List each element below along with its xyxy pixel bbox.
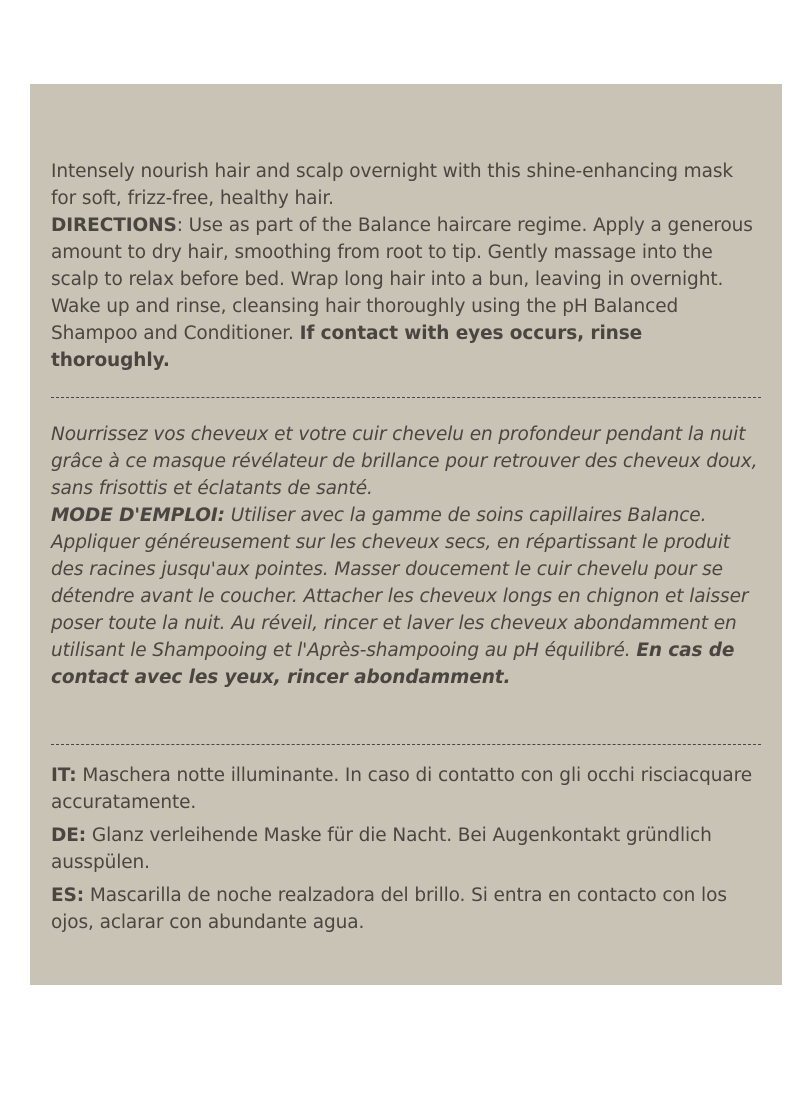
multilingual-section (51, 762, 761, 942)
english-section (51, 158, 761, 374)
french-paragraph (51, 421, 761, 691)
english-warning: If contact with eyes occurs, rinse thoroughly. (51, 323, 643, 371)
french-directions-text: Utiliser avec la gamme de soins capillaires Balance. Appliquer généreusement sur les cheveux secs, en répartissant le produit des racines jusqu'aux pointes. Masser doucement le cuir chevelu pour se détendre avant le coucher. Attacher les cheveux longs en chignon et laisser poser toute la nuit. Au réveil, rincer et laver les cheveux abondamment en utilisant le Shampooing et l'Après-shampooing au pH équilibré. (51, 505, 749, 661)
spanish-entry (51, 882, 761, 936)
italian-text: Maschera notte illuminante. In caso di contatto con gli occhi risciacquare accuratamente. (51, 765, 752, 813)
english-directions-label: DIRECTIONS (51, 215, 177, 236)
english-paragraph (51, 158, 761, 374)
english-intro: Intensely nourish hair and scalp overnight with this shine-enhancing mask for soft, frizz-free, healthy hair. (51, 161, 733, 209)
language-code-it: IT: (51, 765, 77, 786)
french-directions-label: MODE D'EMPLOI: (51, 505, 225, 526)
german-text: Glanz verleihende Maske für die Nacht. Bei Augenkontakt gründlich ausspülen. (51, 825, 712, 873)
language-code-de: DE: (51, 825, 87, 846)
english-directions-separator: : (176, 215, 189, 236)
language-code-es: ES: (51, 885, 85, 906)
product-label-panel (30, 84, 782, 985)
french-warning: En cas de contact avec les yeux, rincer abondamment. (51, 640, 735, 688)
french-section (51, 421, 761, 691)
german-entry (51, 822, 761, 876)
italian-entry (51, 762, 761, 816)
spanish-text: Mascarilla de noche realzadora del brillo. Si entra en contacto con los ojos, aclarar con abundante agua. (51, 885, 727, 933)
dashed-divider (51, 397, 761, 398)
dashed-divider (51, 744, 761, 745)
french-intro: Nourrissez vos cheveux et votre cuir chevelu en profondeur pendant la nuit grâce à ce masque révélateur de brillance pour retrouver des cheveux doux, sans frisottis et éclatants de santé. (51, 424, 758, 499)
english-directions-text: Use as part of the Balance haircare regime. Apply a generous amount to dry hair, smoothing from root to tip. Gently massage into the scalp to relax before bed. Wrap long hair into a bun, leaving in overnight. Wake up and rinse, cleansing hair thoroughly using the pH Balanced Shampoo and Conditioner. (51, 215, 753, 344)
